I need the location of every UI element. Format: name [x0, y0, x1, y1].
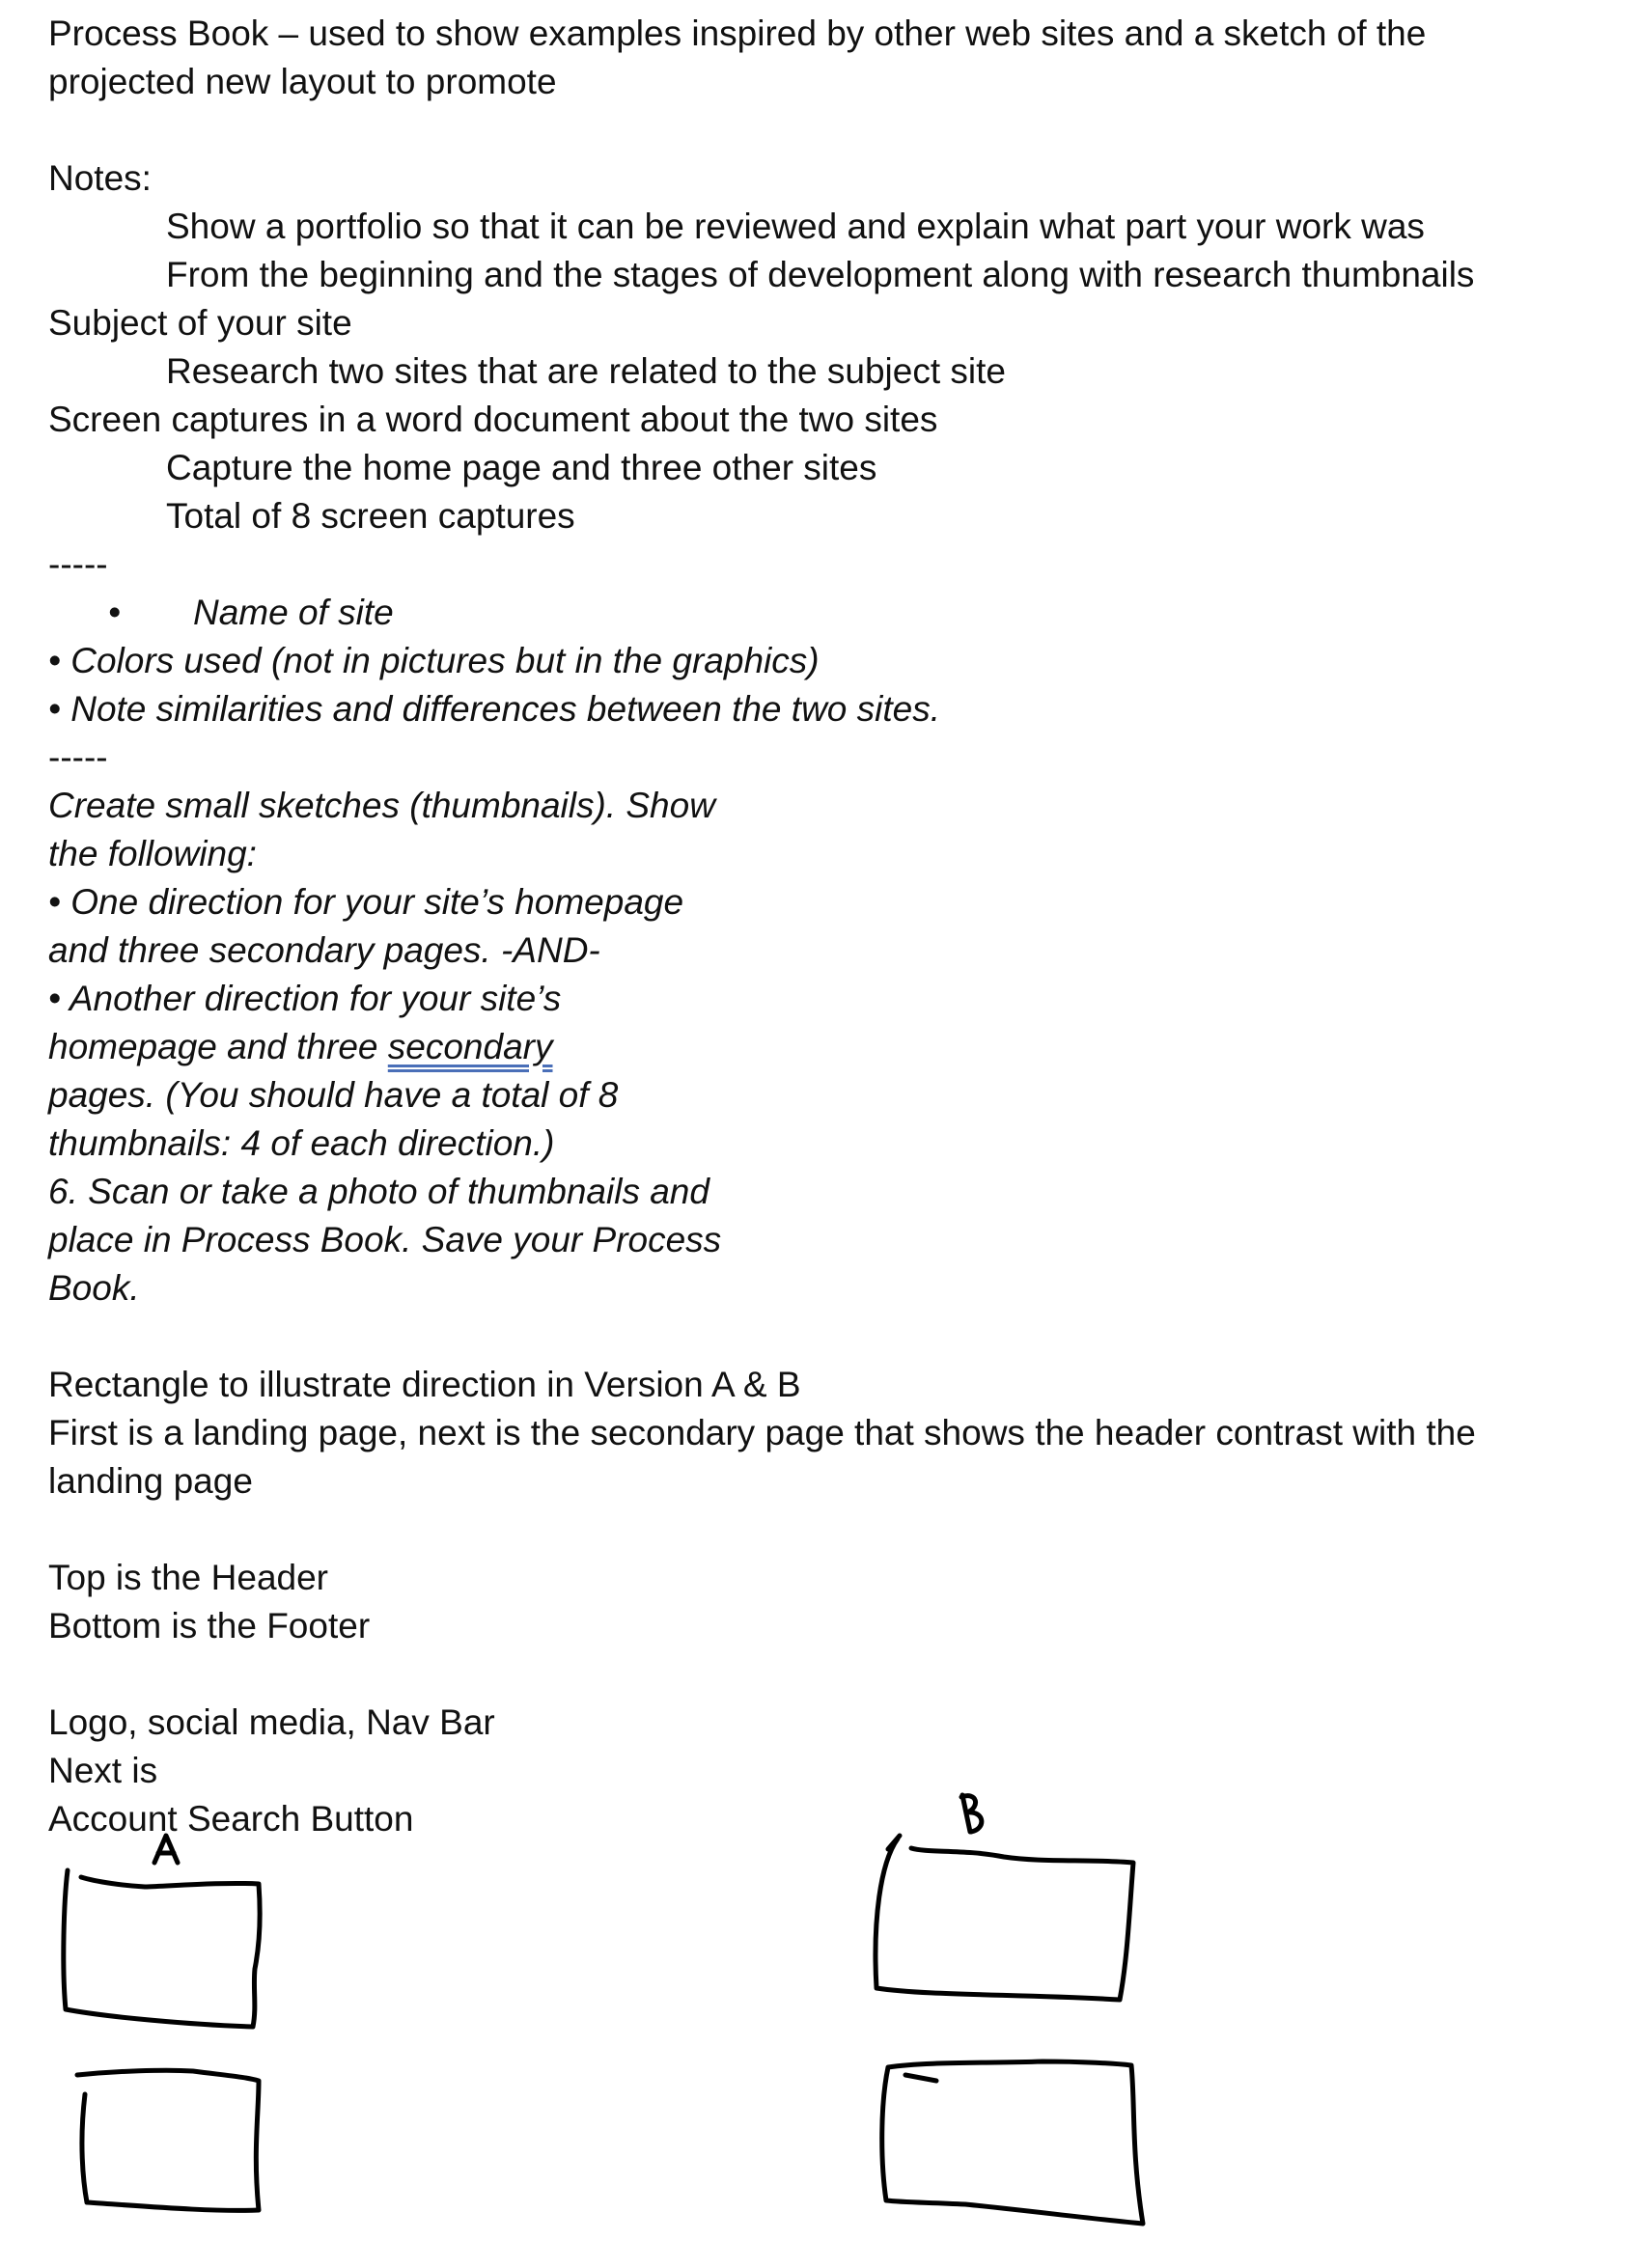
subject-label: Subject of your site [48, 303, 352, 343]
bullet-name-of-site [48, 589, 1612, 637]
sketch-box-b-landing [876, 1836, 1133, 2000]
rectangle-note-1: Rectangle to illustrate direction in Version A & B [48, 1365, 801, 1404]
thumb-line-6-prefix: homepage and three [48, 1027, 388, 1066]
separator-bottom: ----- [48, 737, 108, 777]
bullet-dot: • [108, 593, 121, 632]
captures-label: Screen captures in a word document about the two sites [48, 400, 938, 439]
bullet-similarities: • Note similarities and differences between the two sites. [48, 689, 941, 729]
subject-item: Research two sites that are related to the subject site [166, 351, 1006, 391]
rectangle-note-2: First is a landing page, next is the secondary page that shows the header contrast with the [48, 1413, 1476, 1452]
sketch-box-b-secondary [882, 2061, 1143, 2224]
document-body [48, 10, 1612, 1843]
element-note-logo: Logo, social media, Nav Bar [48, 1702, 495, 1742]
thumb-line-7: pages. (You should have a total of 8 [48, 1075, 619, 1115]
thumb-line-4: and three secondary pages. -AND- [48, 930, 600, 970]
blank-line [48, 1313, 1612, 1361]
rectangle-note-3: landing page [48, 1461, 253, 1501]
layout-note-header: Top is the Header [48, 1558, 329, 1597]
notes-item-beginning: From the beginning and the stages of development along with research thumbnails [166, 255, 1475, 294]
bullet-name-of-site-text: Name of site [193, 593, 394, 632]
blank-line [48, 1650, 1612, 1699]
title-line-2: projected new layout to promote [48, 62, 557, 101]
sketch-box-a-secondary [77, 2070, 259, 2210]
thumb-line-11: Book. [48, 1268, 140, 1308]
thumb-line-5: • Another direction for your site’s [48, 979, 562, 1018]
bullet-colors: • Colors used (not in pictures but in the graphics) [48, 641, 820, 680]
title-line-1: Process Book – used to show examples inspired by other web sites and a sketch of the [48, 14, 1427, 53]
layout-note-footer: Bottom is the Footer [48, 1606, 371, 1646]
thumb-line-9: 6. Scan or take a photo of thumbnails and [48, 1172, 709, 1211]
thumb-line-10: place in Process Book. Save your Process [48, 1220, 722, 1259]
sketch-box-a-landing [64, 1870, 260, 2027]
element-note-next: Next is [48, 1751, 158, 1790]
thumb-line-8: thumbnails: 4 of each direction.) [48, 1123, 555, 1163]
captures-item-home: Capture the home page and three other sites [166, 448, 877, 487]
element-note-account: Account Search Button [48, 1799, 414, 1839]
blank-line [48, 106, 1612, 154]
thumb-line-3: • One direction for your site’s homepage [48, 882, 684, 922]
thumb-line-6 [48, 1023, 1612, 1071]
thumb-line-1: Create small sketches (thumbnails). Show [48, 786, 715, 825]
notes-label: Notes: [48, 158, 152, 198]
spellcheck-underlined-word: secondary [387, 1027, 553, 1066]
separator-top: ----- [48, 544, 108, 584]
thumb-line-2: the following: [48, 834, 257, 873]
blank-line [48, 1506, 1612, 1554]
captures-item-total: Total of 8 screen captures [166, 496, 575, 536]
notes-item-portfolio: Show a portfolio so that it can be reviewed and explain what part your work was [166, 207, 1425, 246]
